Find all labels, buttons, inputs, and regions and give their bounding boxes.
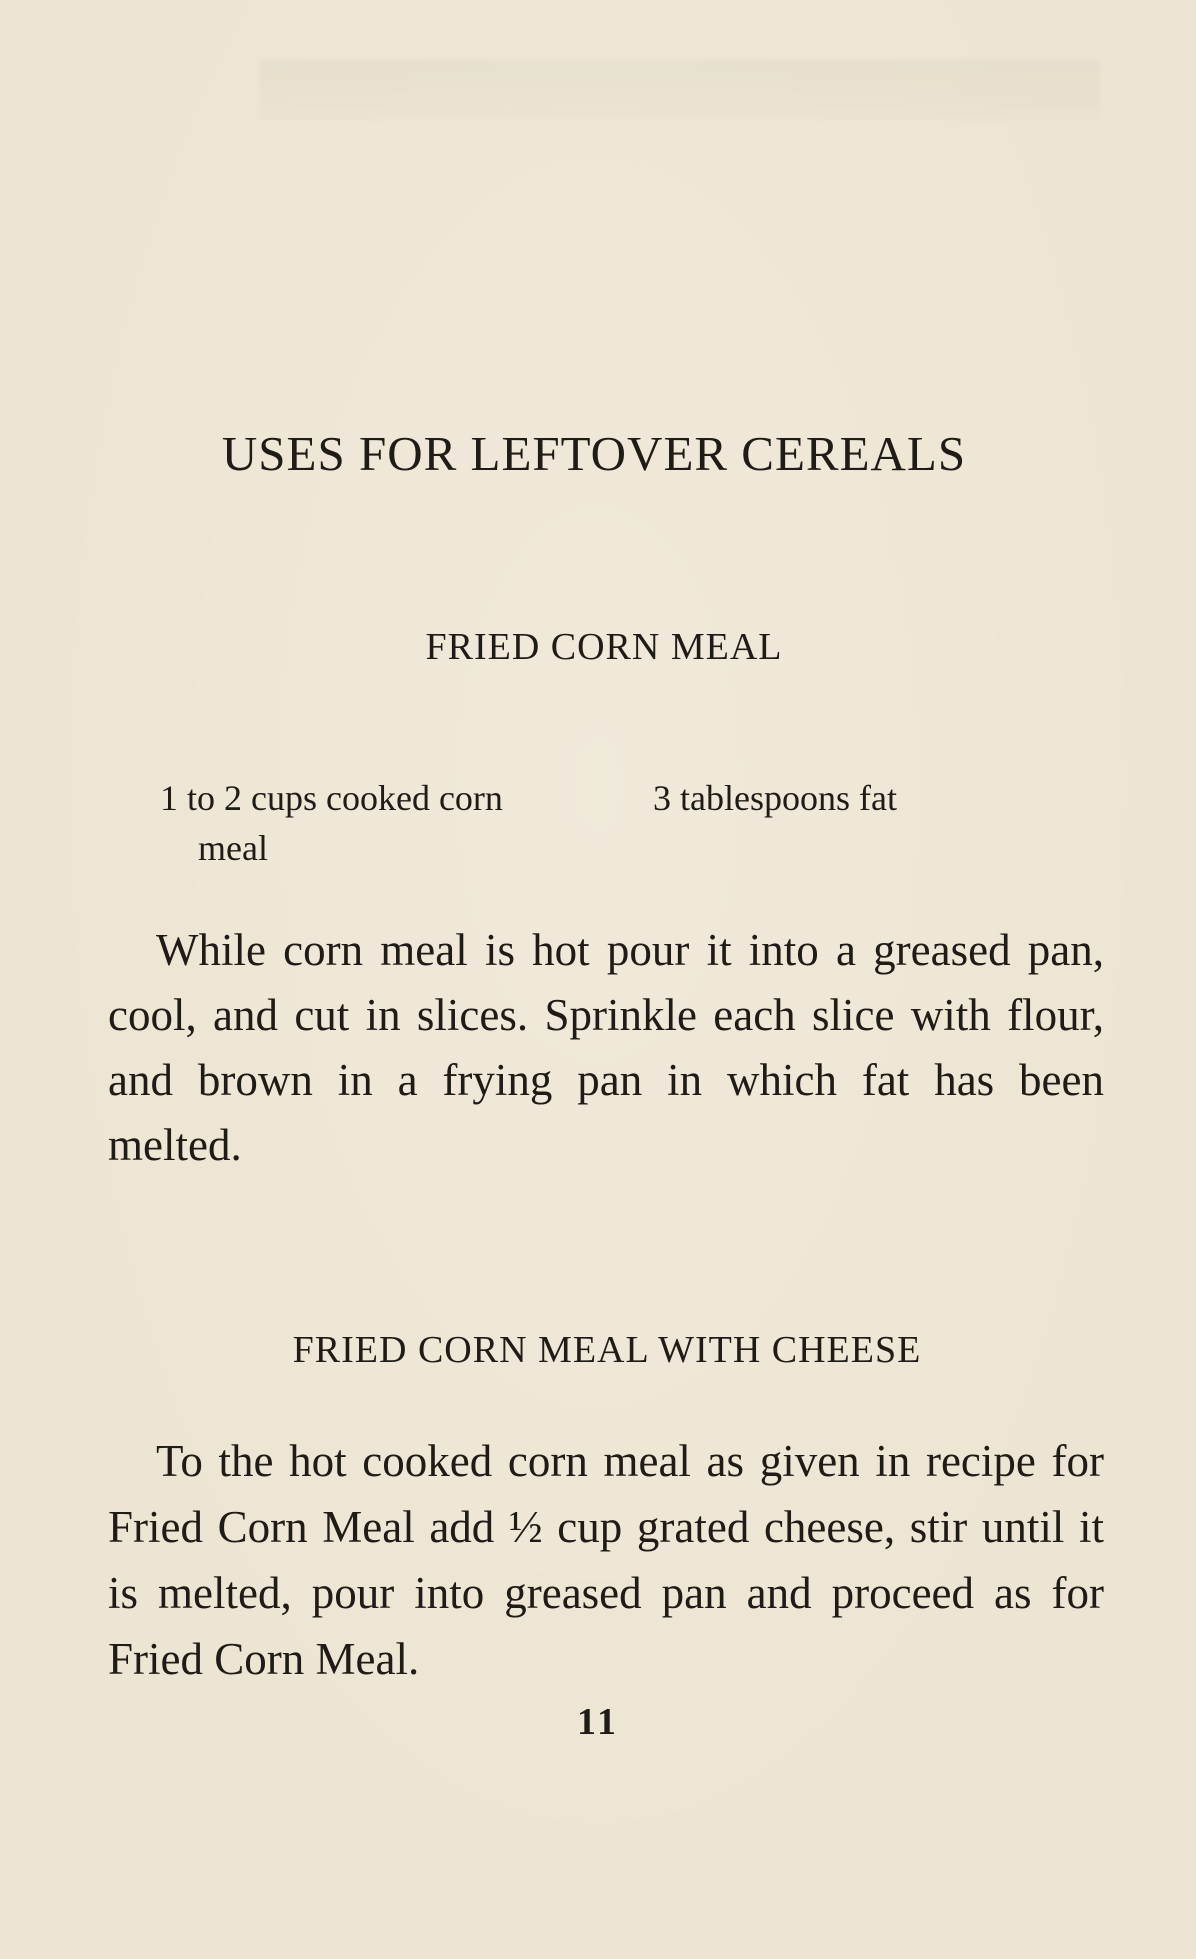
ingredient-line: 1 to 2 cups cooked corn [160, 778, 503, 818]
page-title: USES FOR LEFTOVER CEREALS [221, 426, 967, 481]
ingredient-corn-meal [160, 773, 630, 873]
ingredient-line-continued: meal [198, 828, 268, 868]
ingredient-fat: 3 tablespoons fat [653, 778, 897, 818]
page-number: 11 [577, 1701, 619, 1743]
recipe-instructions-fried-corn-meal-with-cheese: To the hot cooked corn meal as given in recipe for Fried Corn Meal add ½ cup grated cheese, stir until it is melted, pour into greased pan and proceed as for Fried Corn Meal. [108, 1436, 1104, 1684]
recipe-instructions-fried-corn-meal: While corn meal is hot pour it into a greased pan, cool, and cut in slices. Sprinkle each slice with flour, and brown in a frying pan in which fat has been melted. [108, 925, 1104, 1170]
show-through-shadow [260, 60, 1100, 120]
recipe-title-fried-corn-meal-with-cheese: FRIED CORN MEAL WITH CHEESE [292, 1329, 922, 1371]
recipe-title-fried-corn-meal: FRIED CORN MEAL [425, 626, 783, 668]
